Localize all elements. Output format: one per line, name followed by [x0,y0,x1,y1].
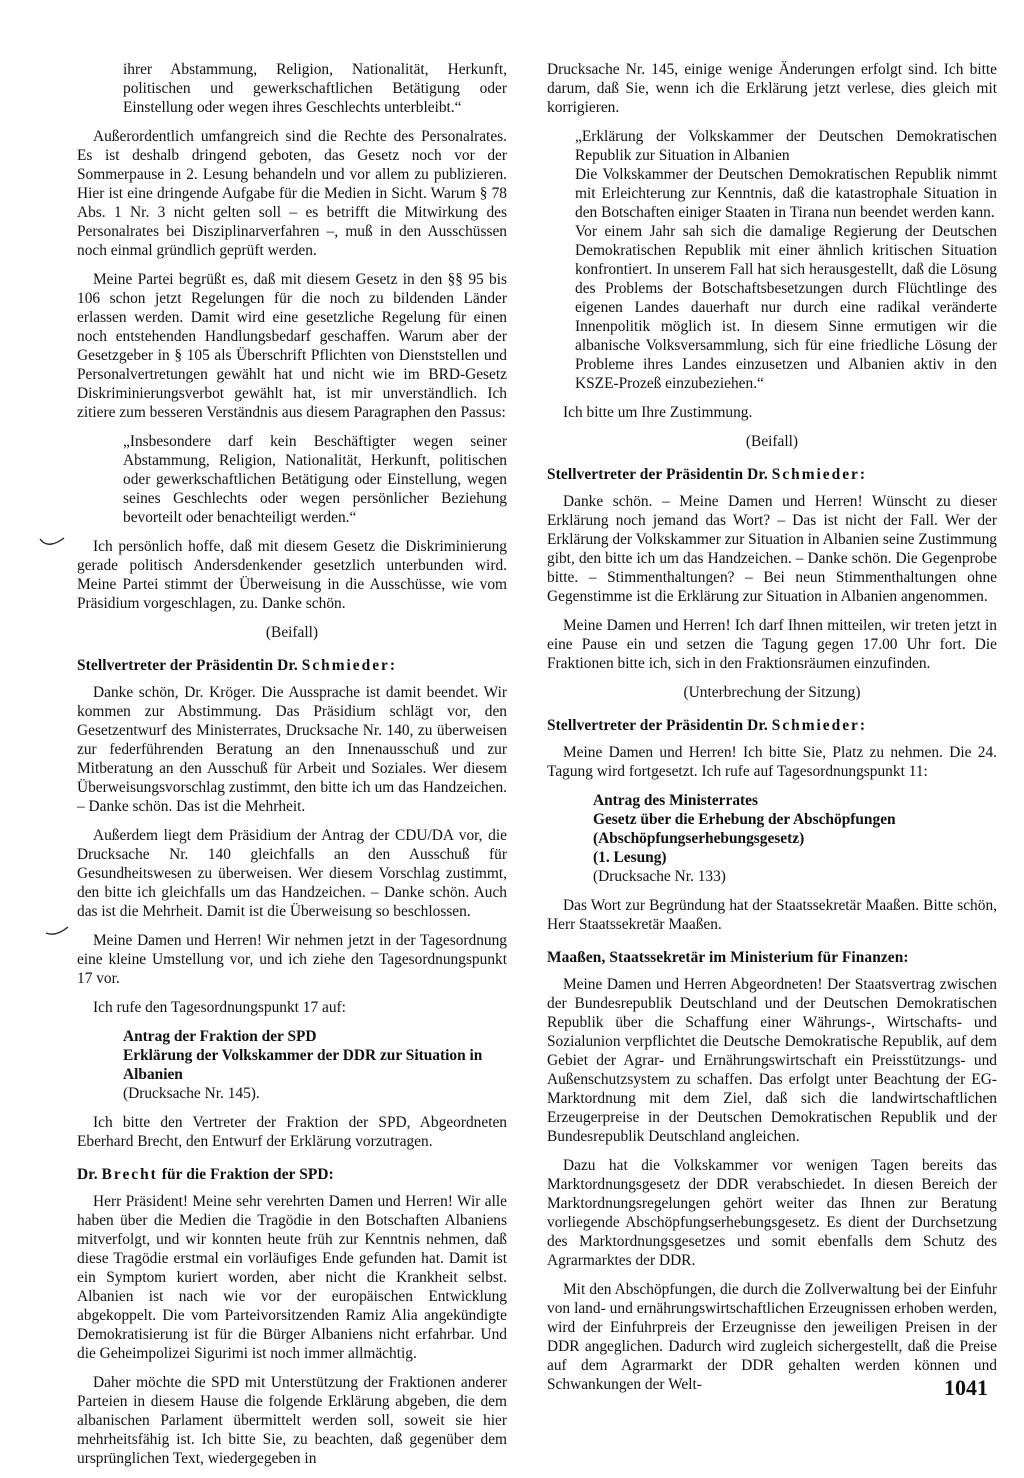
agenda-title: Antrag der Fraktion der SPD [123,1028,317,1045]
page-number: 1041 [944,1375,988,1400]
declaration-paragraph: Vor einem Jahr sah sich die damalige Regierung der Deutschen Demokratischen Republik mit einer ähnlich kritischen Situation konfrontiert. In unserem Fall hat sich herausgestellt, daß die Lösung des Problems der Botschaftsbesetzungen durch Flüchtlinge des eigenen Landes dauerhaft nur durch eine radikal veränderte Innenpolitik möglich ist. In diesem Sinne ermutigen wir die albanische Volksversammlung, sich für eine friedliche Lösung der Probleme ihres Landes einzusetzen und Albanien aktiv in den KSZE-Prozeß einzubeziehen.“ [575,223,997,392]
speaker-heading [77,1165,507,1184]
speaker-name: Schmieder: [771,466,867,483]
paragraph: Meine Damen und Herren! Ich darf Ihnen mitteilen, wir treten jetzt in eine Pause ein und setzen die Tagung gegen 17.00 Uhr fort. Die Fraktionen bitte ich, sich in den Fraktionsräumen einzufinden. [547,617,997,672]
speaker-name: Schmieder: [771,717,867,734]
quote-continuation: ihrer Abstammung, Religion, Nationalität, Herkunft, politischen und gewerkschaftlichen Betätigung oder Einstellung oder wegen ihres Geschlechts unterbleibt.“ [123,61,507,116]
speaker-heading [77,656,507,675]
declaration-title: „Erklärung der Volkskammer der Deutschen Demokratischen Republik zur Situation in Albanien [575,128,997,164]
agenda-title: Antrag des Ministerrates [593,792,758,809]
right-column [547,60,997,1404]
paragraph: Das Wort zur Begründung hat der Staatssekretär Maaßen. Bitte schön, Herr Staatssekretär Maaßen. [547,897,997,933]
paragraph: Meine Damen und Herren! Wir nehmen jetzt in der Tagesordnung eine kleine Umstellung vor, und ich ziehe den Tagesordnungspunkt 17 vor. [77,932,507,987]
paragraph: Ich bitte um Ihre Zustimmung. [563,404,753,421]
applause-note: (Beifall) [265,624,319,641]
agenda-item [593,791,997,886]
speaker-name: Schmieder: [301,657,397,674]
speaker-name: Brecht [101,1166,158,1183]
agenda-document-number: (Drucksache Nr. 145). [123,1085,260,1102]
speaker-heading [547,465,997,484]
agenda-document-number: (Drucksache Nr. 133) [593,868,726,885]
paragraph: Herr Präsident! Meine sehr verehrten Damen und Herren! Wir alle haben über die Medien die Tragödie in den Botschaften Albaniens mitverfolgt, und wir konnten heute früh zur Kenntnis nehmen, daß diese Tragödie erstmal ein vorläufiges Ende gefunden hat. Damit ist ein Symptom kuriert worden, aber nicht die Krankheit selbst. Albanien ist nach wie vor der europäischen Entwicklung abgekoppelt. Die vom Parteivorsitzenden Ramiz Alia angekündigte Demokratisierung ist für die Bürger Albaniens nicht erfahrbar. Und die Geheimpolizei Sigurimi ist noch immer allmächtig. [77,1193,507,1362]
speaker-role: Stellvertreter der Präsidentin Dr. [547,466,772,483]
margin-tick-mark [44,925,72,939]
paragraph: Danke schön. – Meine Damen und Herren! Wünscht zu dieser Erklärung noch jemand das Wort? – Das ist nicht der Fall. Wer der Erklärung der Volkskammer zur Situation in Albanien seine Zustimmung gibt, den bitte ich um das Handzeichen. – Danke schön. Die Gegenprobe bitte. – Stimmenthaltungen? – Bei neun Stimmenthaltungen ohne Gegenstimme ist die Erklärung zur Situation in Albanien angenommen. [547,493,997,605]
speaker-heading: Maaßen, Staatssekretär im Ministerium für Finanzen: [547,949,909,966]
speaker-role: Stellvertreter der Präsidentin Dr. [547,717,772,734]
paragraph: Ich rufe den Tagesordnungspunkt 17 auf: [93,999,346,1016]
paragraph: Außerordentlich umfangreich sind die Rechte des Personalrates. Es ist deshalb dringend geboten, das Gesetz noch vor der Sommerpause in 2. Lesung behandeln und vor allem zu publizieren. Hier ist eine dringende Aufgabe für die Medien in Sicht. Warum § 78 Abs. 1 Nr. 3 nicht gelten soll – es betrifft die Mitwirkung des Personalrates bei Disziplinarverfahren –, muß in den Ausschüssen noch einmal gründlich geprüft werden. [77,128,507,259]
paragraph: Meine Damen und Herren! Ich bitte Sie, Platz zu nehmen. Die 24. Tagung wird fortgesetzt. Ich rufe auf Tagesordnungspunkt 11: [547,744,997,780]
paragraph: Drucksache Nr. 145, einige wenige Änderungen erfolgt sind. Ich bitte darum, daß Sie, wenn ich die Erklärung jetzt verlese, dies gleich mit korrigieren. [547,61,997,116]
paragraph: Ich persönlich hoffe, daß mit diesem Gesetz die Diskriminierung gerade politisch Andersdenkender gesetzlich unterbunden wird. Meine Partei stimmt der Überweisung in die Ausschüsse, wie vom Präsidium vorgeschlagen, zu. Danke schön. [77,538,507,612]
speaker-role: Stellvertreter der Präsidentin Dr. [77,657,302,674]
declaration-quote [575,127,997,393]
speaker-affiliation: für die Fraktion der SPD: [157,1166,334,1183]
paragraph: Meine Partei begrüßt es, daß mit diesem Gesetz in den §§ 95 bis 106 schon jetzt Regelungen für die noch zu bildenden Länder erlassen werden. Damit wird eine gesetzliche Regelung für einen noch entstehenden Handlungsbedarf geschaffen. Warum aber der Gesetzgeber in § 105 als Überschrift Pflichten von Dienststellen und Personalvertretungen gewählt hat und nicht wie im BRD-Gesetz Diskriminierungsverbot gewählt hat, ist mir unverständlich. Ich zitiere zum besseren Verständnis aus diesem Paragraphen den Passus: [77,271,507,421]
agenda-subject: Erklärung der Volkskammer der DDR zur Situation in Albanien [123,1047,483,1083]
agenda-item [123,1027,507,1103]
speaker-heading [547,716,997,735]
left-column [77,60,507,1478]
agenda-subject: Gesetz über die Erhebung der Abschöpfungen [593,811,896,828]
quotation: „Insbesondere darf kein Beschäftigter wegen seiner Abstammung, Religion, Nationalität, Herkunft, politischen oder gewerkschaftlichen Betätigung oder Einstellung, wegen seines Geschlechts oder wegen persönlicher Beziehung bevorteilt oder benachteiligt werden.“ [123,433,507,526]
paragraph: Mit den Abschöpfungen, die durch die Zollverwaltung bei der Einfuhr von land- und ernährungswirtschaftlichen Erzeugnissen erhoben werden, wird der Einfuhrpreis der Erzeugnisse den jeweiligen Preisen in der DDR angeglichen. Dadurch wird zugleich sichergestellt, daß die Preise auf dem Agrarmarkt der DDR gehalten werden können und Schwankungen der Welt- [547,1281,997,1393]
paragraph: Daher möchte die SPD mit Unterstützung der Fraktionen anderer Parteien in diesem Hause die folgende Erklärung abgeben, die dem albanischen Parlament übermittelt werden soll, soweit sie hier mehrheitsfähig ist. Ich bitte Sie, zu beachten, daß gegenüber dem ursprünglichen Text, wiedergegeben in [77,1374,507,1467]
declaration-paragraph: Die Volkskammer der Deutschen Demokratischen Republik nimmt mit Erleichterung zur Kenntnis, daß die katastrophale Situation in den Botschaften einiger Staaten in Tirana nun beendet werden kann. [575,166,997,221]
applause-note: (Beifall) [745,433,799,450]
paragraph: Dazu hat die Volkskammer vor wenigen Tagen bereits das Marktordnungsgesetz der DDR verabschiedet. In diesen Bereich der Marktordnungsregelungen gehört weiter das Ihnen zur Beratung vorliegende Abschöpfungserhebungsgesetz. Es dient der Durchsetzung des Marktordnungsgesetzes und somit ebenfalls dem Schutz des Agrarmarktes der DDR. [547,1157,997,1269]
paragraph: Danke schön, Dr. Kröger. Die Aussprache ist damit beendet. Wir kommen zur Abstimmung. Das Präsidium schlägt vor, den Gesetzentwurf des Ministerrates, Drucksache Nr. 140, zu überweisen zur federführenden Beratung an den Innenausschuß und zur Mitberatung an den Ausschuß für Arbeit und Soziales. Wer diesem Überweisungsvorschlag zustimmt, den bitte ich um das Handzeichen. – Danke schön. Das ist die Mehrheit. [77,684,507,815]
session-interruption-note: (Unterbrechung der Sitzung) [683,684,861,701]
margin-tick-mark [38,536,66,550]
paragraph: Außerdem liegt dem Präsidium der Antrag der CDU/DA vor, die Drucksache Nr. 140 gleichfalls an den Ausschuß für Gesundheitswesen zu überweisen. Wer diesem Vorschlag zustimmt, den bitte ich gleichfalls um das Handzeichen. – Danke schön. Auch das ist die Mehrheit. Damit ist die Überweisung so beschlossen. [77,827,507,920]
agenda-reading: (1. Lesung) [593,849,667,866]
paragraph: Meine Damen und Herren Abgeordneten! Der Staatsvertrag zwischen der Bundesrepublik Deutschland und der Deutschen Demokratischen Republik über die Schaffung einer Währungs-, Wirtschafts- und Sozialunion verpflichtet die Deutsche Demokratische Republik, auf dem Gebiet der Agrar- und Ernährungswirtschaft ein Preisstützungs- und Außenschutzsystem zu schaffen. Das erfolgt unter Beachtung der EG-Marktordnung mit dem Ziel, daß sich die landwirtschaftlichen Erzeugerpreise in der Deutschen Demokratischen Republik und der Bundesrepublik Deutschland angleichen. [547,976,997,1145]
speaker-title: Dr. [77,1166,102,1183]
paragraph: Ich bitte den Vertreter der Fraktion der SPD, Abgeordneten Eberhard Brecht, den Entwurf der Erklärung vorzutragen. [77,1114,507,1150]
agenda-short-title: (Abschöpfungserhebungsgesetz) [593,830,805,847]
